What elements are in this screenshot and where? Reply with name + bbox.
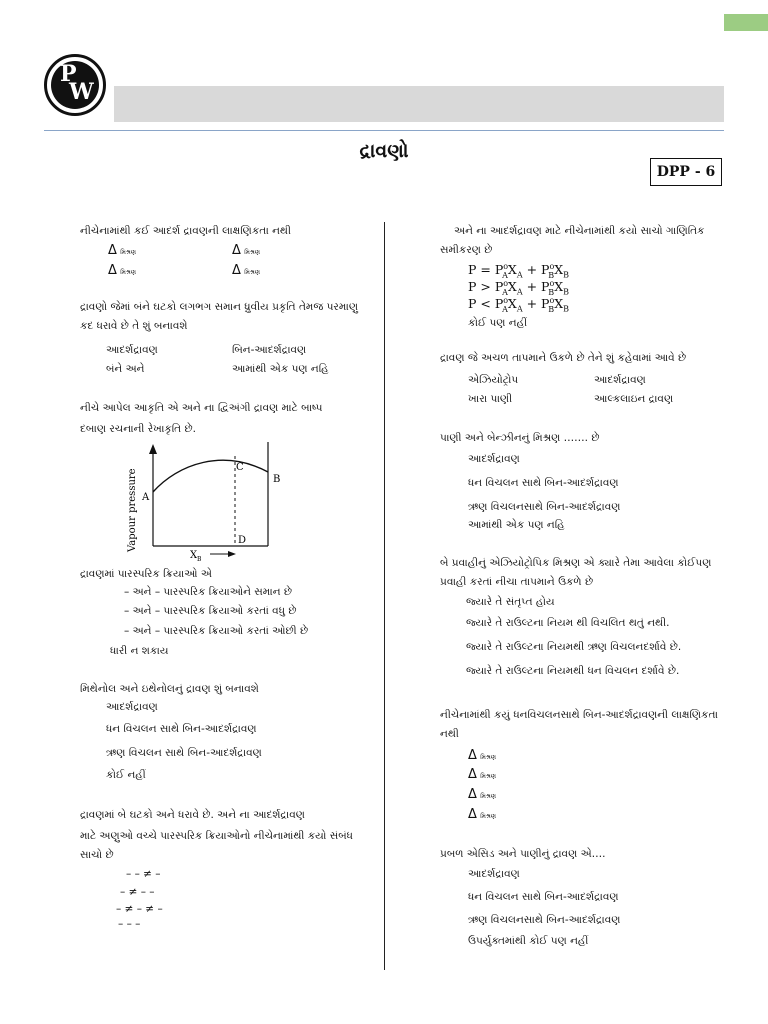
q3-option-4: ધારી ન શકાય bbox=[110, 645, 169, 657]
header-divider bbox=[44, 130, 724, 131]
q2-option-2: બિન-આદર્શદ્રાવણ bbox=[232, 344, 307, 356]
point-a: A bbox=[142, 492, 150, 503]
q3-text-line1: નીચે આપેલ આકૃતિ એ અને ના દ્વિઅંગી દ્રાવણ માટે બાષ્પ bbox=[80, 402, 323, 414]
q1-option-3: Δ મિશ્રણ bbox=[108, 263, 136, 278]
q8-text: પાણી અને બેન્ઝીનનું મિશ્રણ ……. છે bbox=[440, 432, 600, 444]
q9-option-1: જ્યારે તે સંતૃપ્ત હોય bbox=[466, 596, 555, 608]
x-axis-label: X bbox=[190, 550, 198, 561]
q2-option-1: આદર્શદ્રાવણ bbox=[106, 344, 158, 356]
q8-option-4: આમાંથી એક પણ નહિ bbox=[468, 519, 565, 531]
q7-option-4: આલ્કલાઇન દ્રાવણ bbox=[594, 393, 674, 405]
q9-option-4: જ્યારે તે રાઉલ્ટના નિયમથી ધન વિચલન દર્શાવે છે. bbox=[466, 665, 680, 677]
header-bar bbox=[114, 86, 724, 122]
q5-text-line1: દ્રાવણમાં બે ઘટકો અને ધરાવે છે. અને ના આદર્શદ્રાવણ bbox=[80, 809, 305, 821]
q11-option-3: ઋણ વિચલનસાથે બિન-આદર્શદ્રાવણ bbox=[468, 914, 621, 926]
q2-option-3: બંને અને bbox=[106, 363, 145, 375]
q5-text-line2: માટે અણુઓ વચ્ચે પારસ્પરિક ક્રિયાઓનો નીચેનામાંથી કયો સંબંધ bbox=[80, 830, 353, 842]
q7-option-2: આદર્શદ્રાવણ bbox=[594, 374, 646, 386]
q1-option-2: Δ મિશ્રણ bbox=[232, 243, 260, 258]
q1-text: નીચેનામાંથી કઈ આદર્શ દ્રાવણની લાક્ષણિકતા નથી bbox=[80, 225, 291, 237]
column-divider bbox=[384, 222, 385, 970]
y-axis-label: Vapour pressure bbox=[127, 468, 138, 552]
q8-option-2: ધન વિચલન સાથે બિન-આદર્શદ્રાવણ bbox=[468, 477, 619, 489]
q4-text: મિથેનોલ અને ઇથેનોલનું દ્રાવણ શું બનાવશે bbox=[80, 683, 259, 695]
q6-text-line2: સમીકરણ છે bbox=[440, 244, 493, 256]
pw-logo bbox=[44, 54, 106, 116]
point-c: C bbox=[236, 462, 244, 473]
q4-option-3: ઋણ વિચલન સાથે બિન-આદર્શદ્રાવણ bbox=[106, 747, 262, 759]
q8-option-1: આદર્શદ્રાવણ bbox=[468, 453, 520, 465]
point-d: D bbox=[238, 535, 247, 546]
q5-text-line3: સાચો છે bbox=[80, 849, 114, 861]
q6-option-1: $P = P^o_AX_A + P^o_BX_B$ bbox=[468, 262, 569, 280]
q7-option-1: એઝિયોટ્રોપ bbox=[468, 374, 519, 386]
q9-option-2: જ્યારે તે રાઉલ્ટના નિયમ થી વિચલિત થતું નથી. bbox=[466, 617, 670, 629]
page-title: દ્રાવણો bbox=[359, 140, 409, 162]
point-b: B bbox=[273, 474, 281, 485]
q1-option-1: Δ મિશ્રણ bbox=[108, 243, 136, 258]
q7-text: દ્રાવણ જે અચળ તાપમાને ઉકળે છે તેને શું કહેવામાં આવે છે bbox=[440, 352, 687, 364]
q1-option-4: Δ મિશ્રણ bbox=[232, 263, 260, 278]
q10-option-1: Δ મિશ્રણ bbox=[468, 748, 496, 763]
q4-option-4: કોઈ નહીં bbox=[106, 769, 146, 781]
q2-text-line2: કદ ધરાવે છે તે શું બનાવશે bbox=[80, 320, 188, 332]
q11-text: પ્રબળ એસિડ અને પાણીનું દ્રાવણ એ…. bbox=[440, 848, 606, 860]
q2-option-4: આમાંથી એક પણ નહિ bbox=[232, 363, 329, 375]
logo-letter-w: W bbox=[69, 79, 94, 105]
q5-option-4: – – – bbox=[118, 918, 141, 930]
q3-text-line2: દબાણ રચનાની રેખાકૃતિ છે. bbox=[80, 423, 196, 435]
q6-option-4: કોઈ પણ નહીં bbox=[468, 317, 528, 329]
q10-text-line2: નથી bbox=[440, 728, 459, 740]
q3-option-2: – અને – પારસ્પરિક ક્રિયાઓ કરતાં વધુ છે bbox=[124, 605, 297, 617]
q11-option-2: ધન વિચલન સાથે બિન-આદર્શદ્રાવણ bbox=[468, 891, 619, 903]
x-axis-label-sub: B bbox=[197, 556, 202, 563]
q5-option-1: – – ≠ – bbox=[126, 868, 161, 880]
q4-option-2: ધન વિચલન સાથે બિન-આદર્શદ્રાવણ bbox=[106, 723, 257, 735]
q11-option-1: આદર્શદ્રાવણ bbox=[468, 868, 520, 880]
q6-option-3: $P < P^o_AX_A + P^o_BX_B$ bbox=[468, 296, 569, 314]
q5-option-3: – ≠ – ≠ – bbox=[116, 903, 163, 915]
q10-text-line1: નીચેનામાંથી કયું ધનવિચલનસાથે બિન-આદર્શદ્રાવણની લાક્ષણિકતા bbox=[440, 709, 719, 721]
q10-option-3: Δ મિશ્રણ bbox=[468, 787, 496, 802]
q7-option-3: ખારા પાણી bbox=[468, 393, 513, 405]
vapour-pressure-curve bbox=[153, 460, 268, 492]
q2-text-line1: દ્રાવણો જેમાં બંને ઘટકો લગભગ સમાન ધ્રુવીય પ્રકૃતિ તેમજ પરમાણુ bbox=[80, 301, 358, 313]
dpp-badge: DPP - 6 bbox=[650, 158, 722, 186]
q5-option-2: – ≠ – – bbox=[120, 886, 155, 898]
logo-letter-p: P bbox=[60, 61, 77, 87]
q6-text-line1: અને ના આદર્શદ્રાવણ માટે નીચેનામાંથી કયો સાચો ગાણિતિક bbox=[454, 225, 705, 237]
q8-option-3: ઋણ વિચલનસાથે બિન-આદર્શદ્રાવણ bbox=[468, 501, 621, 513]
y-axis-arrow bbox=[149, 444, 157, 454]
q4-option-1: આદર્શદ્રાવણ bbox=[106, 701, 158, 713]
q3-option-3: – અને – પારસ્પરિક ક્રિયાઓ કરતાં ઓછી છે bbox=[124, 625, 309, 637]
q10-option-4: Δ મિશ્રણ bbox=[468, 807, 496, 822]
x-arrow-head bbox=[228, 551, 236, 557]
vapour-pressure-diagram bbox=[118, 442, 288, 566]
q3-stem: દ્રાવણમાં પારસ્પરિક ક્રિયાઓ એ bbox=[80, 568, 212, 580]
q9-text-line2: પ્રવાહી કરતાં નીચા તાપમાને ઉકળે છે bbox=[440, 576, 594, 588]
q9-text-line1: બે પ્રવાહીનું એઝિયોટ્રોપિક મિશ્રણ એ ક્યારે તેમા આવેલા કોઈપણ bbox=[440, 557, 712, 569]
q9-option-3: જ્યારે તે રાઉલ્ટના નિયમથી ઋણ વિચલનદર્શાવે છે. bbox=[466, 641, 682, 653]
q11-option-4: ઉપર્યુક્તમાંથી કોઈ પણ નહીં bbox=[468, 935, 589, 947]
q10-option-2: Δ મિશ્રણ bbox=[468, 767, 496, 782]
q6-option-2: $P > P^o_AX_A + P^o_BX_B$ bbox=[468, 279, 569, 297]
corner-tab bbox=[724, 14, 768, 31]
q3-option-1: – અને – પારસ્પરિક ક્રિયાઓને સમાન છે bbox=[124, 586, 293, 598]
